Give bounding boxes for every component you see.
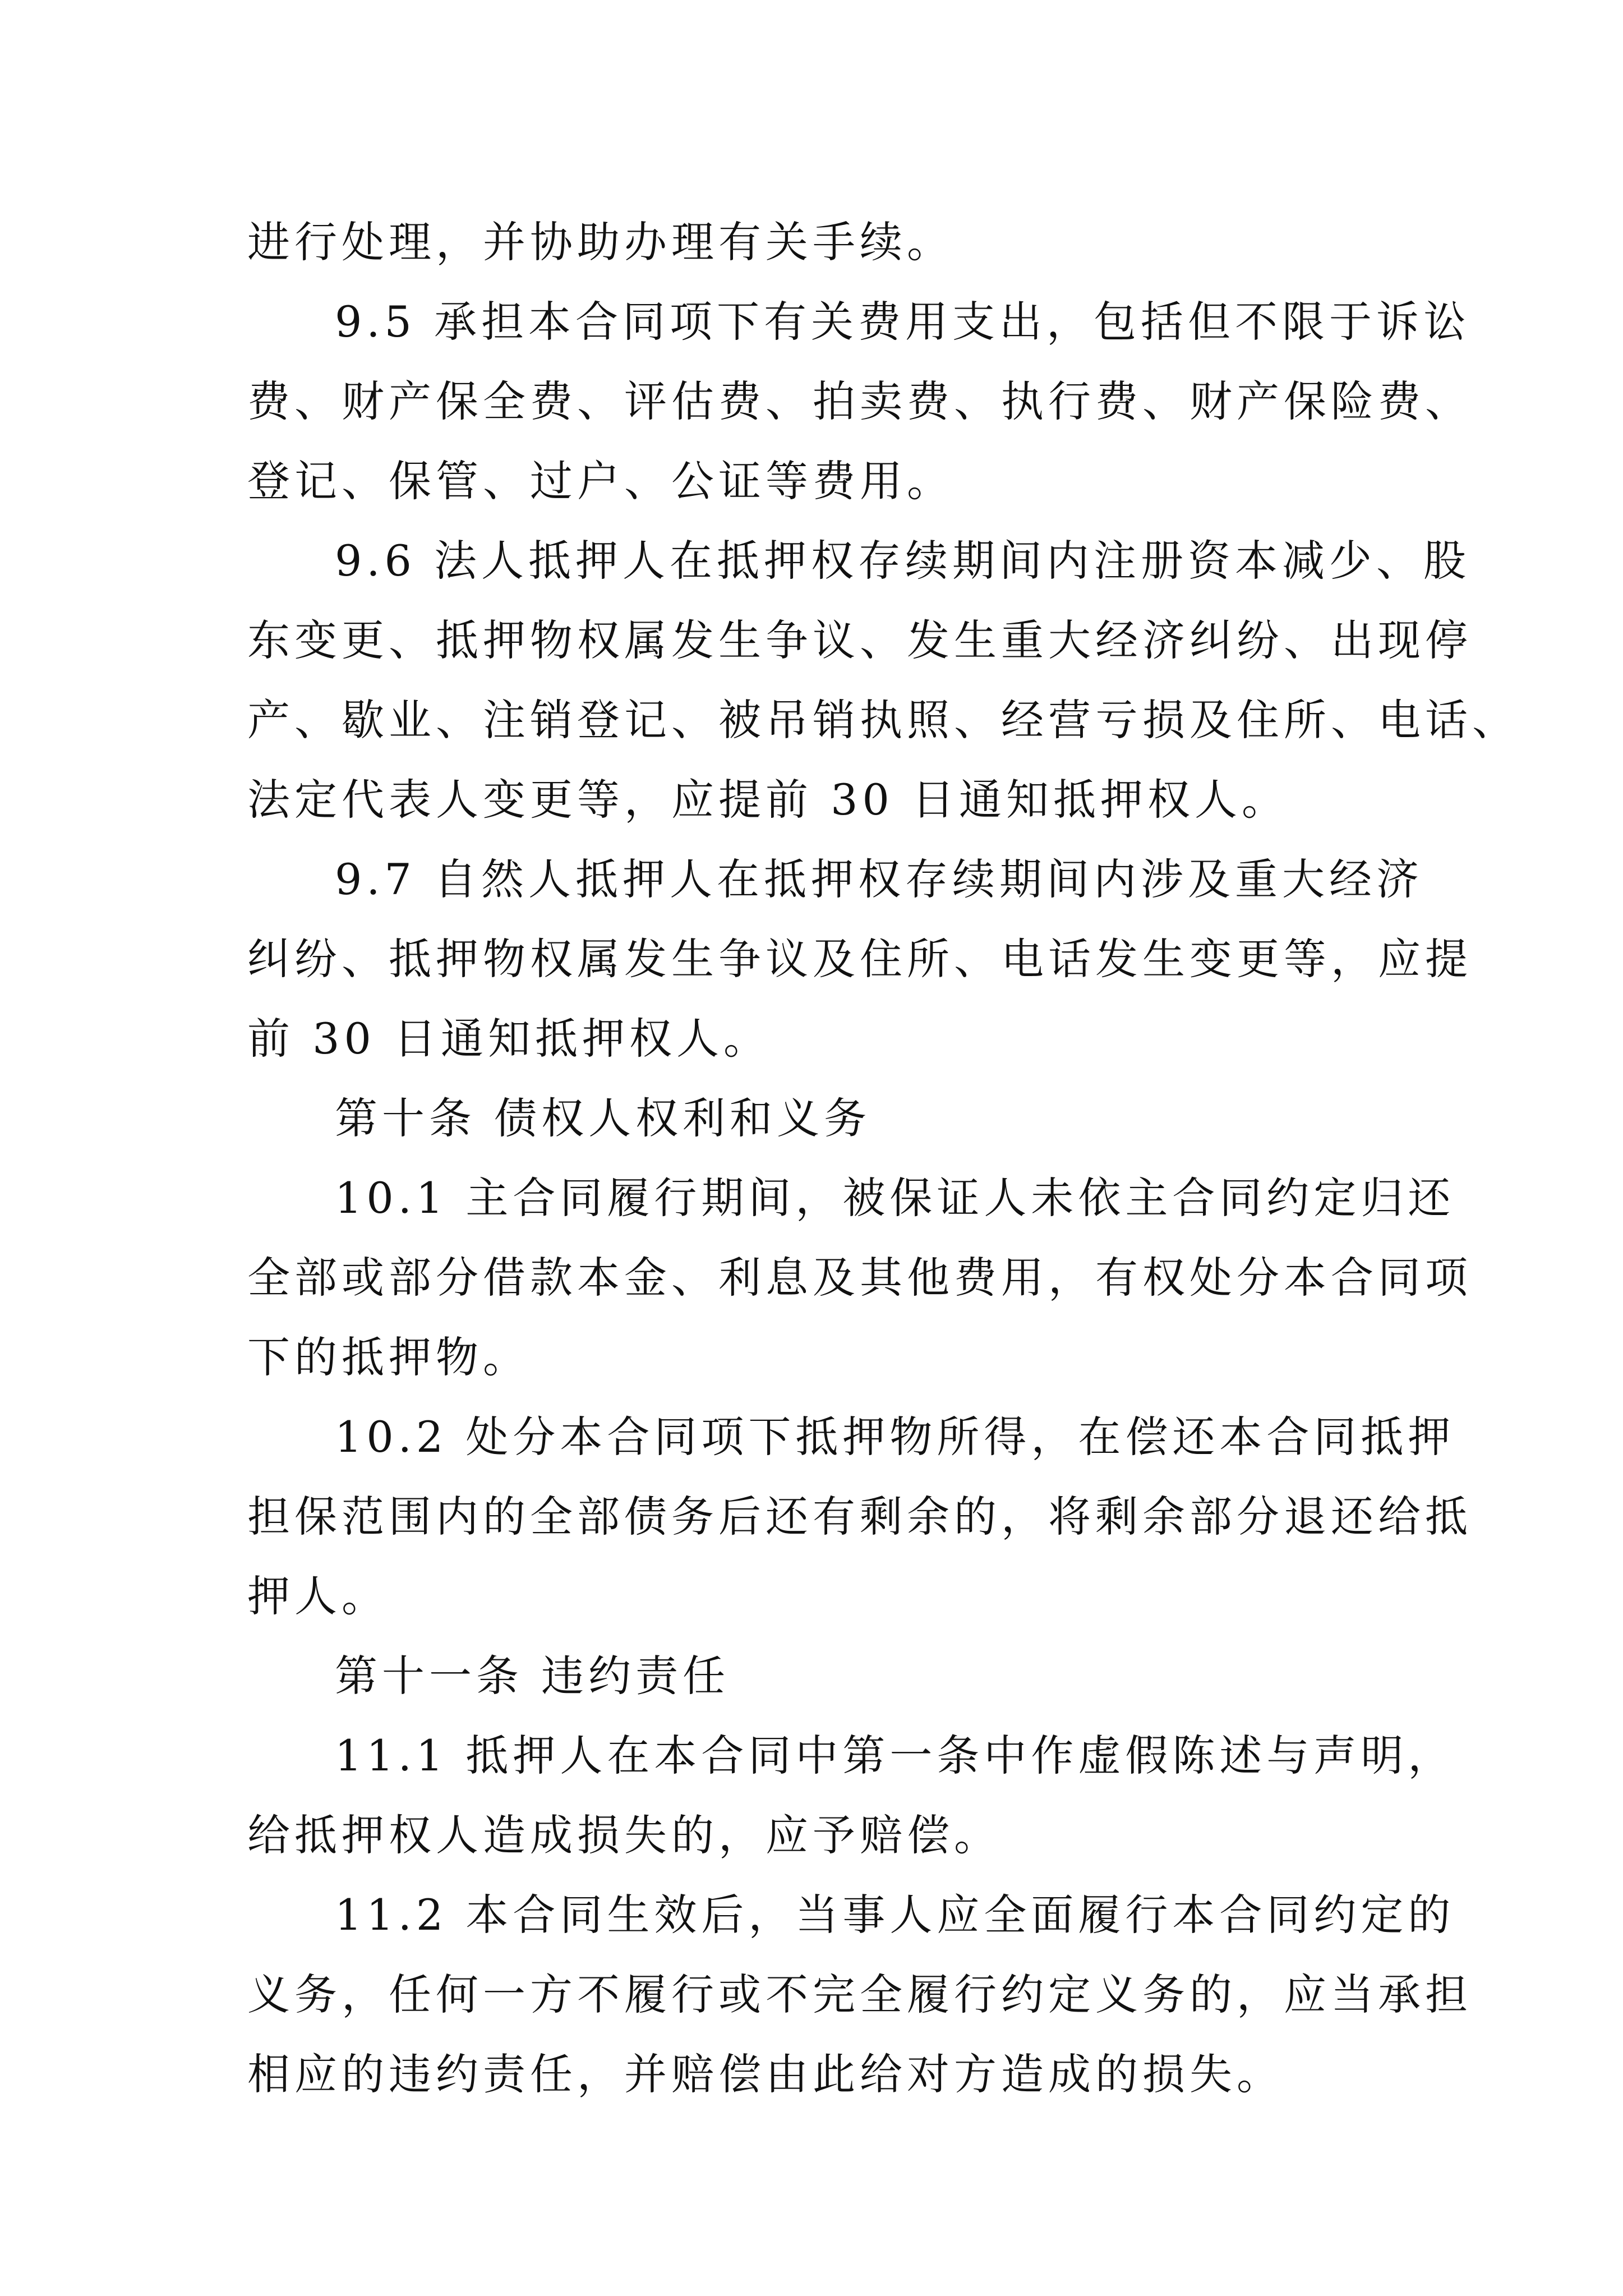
text-line: 担保范围内的全部债务后还有剩余的，将剩余部分退还给抵 (247, 1492, 1472, 1542)
text-line: 9.7 自然人抵押人在抵押权存续期间内涉及重大经济 (335, 854, 1424, 904)
text-line: 全部或部分借款本金、利息及其他费用，有权处分本合同项 (247, 1253, 1472, 1303)
text-line: 产、歇业、注销登记、被吊销执照、经营亏损及住所、电话、 (247, 695, 1519, 745)
text-line: 9.6 法人抵押人在抵押权存续期间内注册资本减少、股 (335, 536, 1471, 586)
text-line: 押人。 (247, 1571, 389, 1621)
text-line: 给抵押权人造成损失的，应予赔偿。 (247, 1810, 1001, 1860)
section-heading: 第十一条 违约责任 (335, 1651, 730, 1701)
text-line: 11.2 本合同生效后，当事人应全面履行本合同约定的 (335, 1890, 1455, 1940)
text-line: 下的抵押物。 (247, 1332, 530, 1382)
text-line: 义务，任何一方不履行或不完全履行约定义务的，应当承担 (247, 1970, 1472, 2019)
text-line: 登记、保管、过户、公证等费用。 (247, 456, 954, 506)
text-line: 纠纷、抵押物权属发生争议及住所、电话发生变更等，应提 (247, 934, 1472, 984)
text-line: 10.1 主合同履行期间，被保证人未依主合同约定归还 (335, 1173, 1455, 1223)
text-line: 费、财产保全费、评估费、拍卖费、执行费、财产保险费、 (247, 376, 1472, 426)
text-line: 前 30 日通知抵押权人。 (247, 1014, 771, 1064)
text-line: 东变更、抵押物权属发生争议、发生重大经济纠纷、出现停 (247, 615, 1472, 665)
text-line: 相应的违约责任，并赔偿由此给对方造成的损失。 (247, 2049, 1284, 2099)
section-heading: 第十条 债权人权利和义务 (335, 1093, 872, 1143)
text-line: 进行处理，并协助办理有关手续。 (247, 217, 954, 267)
text-line: 法定代表人变更等，应提前 30 日通知抵押权人。 (247, 775, 1289, 825)
text-line: 9.5 承担本合同项下有关费用支出，包括但不限于诉讼 (335, 297, 1471, 347)
text-line: 10.2 处分本合同项下抵押物所得，在偿还本合同抵押 (335, 1412, 1455, 1462)
text-line: 11.1 抵押人在本合同中第一条中作虚假陈述与声明， (335, 1731, 1455, 1780)
